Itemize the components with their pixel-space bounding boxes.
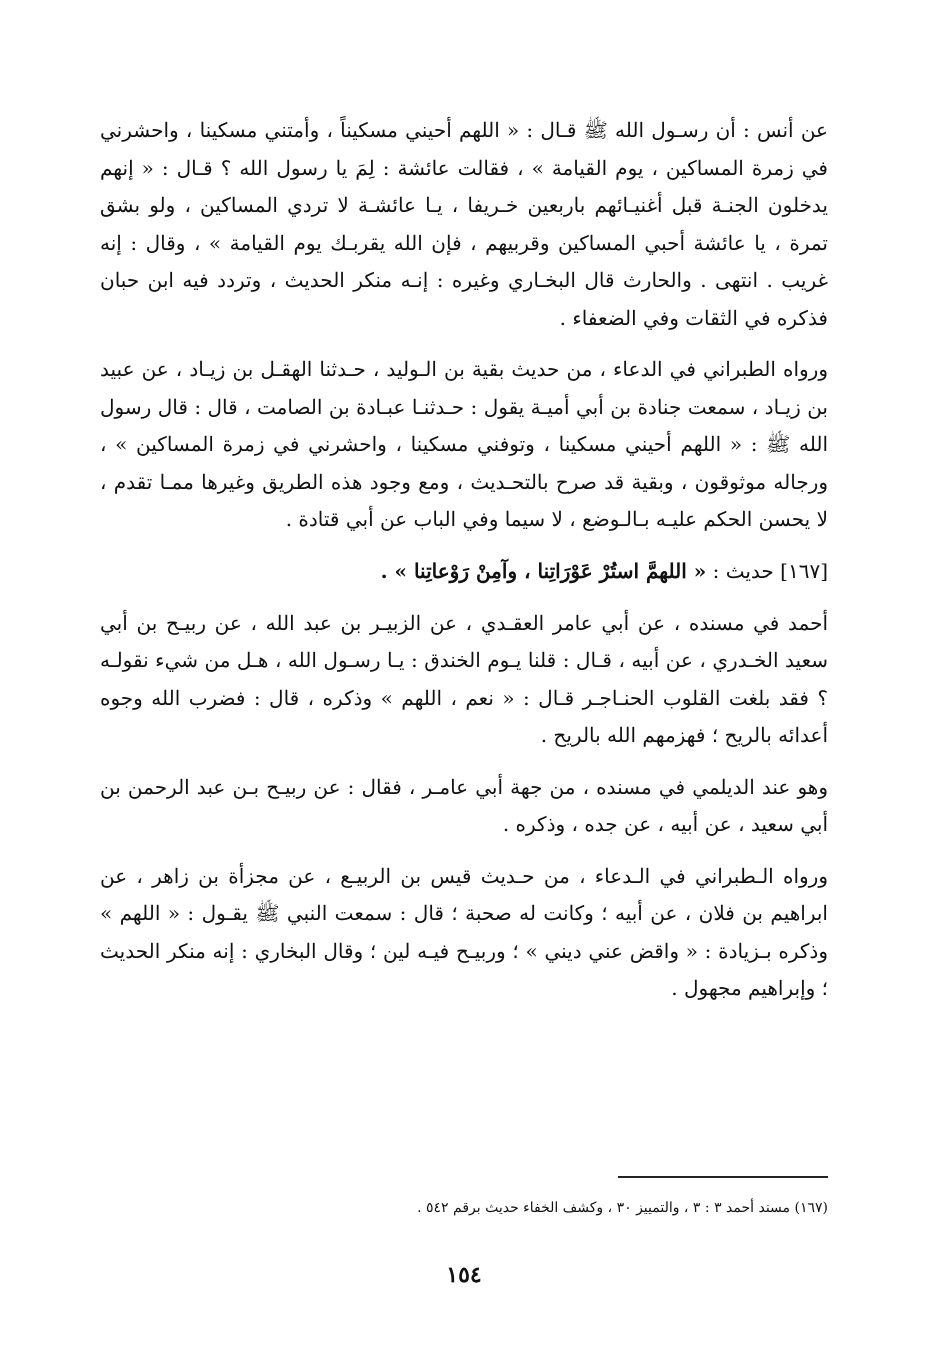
- hadith-text: « اللهمَّ استُرْ عَوْرَاتِنا ، وآمِنْ رَوْعاتِنا » .: [380, 558, 707, 583]
- paragraph-4: وهو عند الديلمي في مسنده ، من جهة أبي عامـر ، فقال : عن ربيـح بـن عبد الرحمن بن أبي سعيد ، عن أبيه ، عن جده ، وذكره .: [100, 774, 828, 836]
- paragraph-1: عن أنس : أن رسـول الله ﷺ قـال : « اللهم أحيني مسكيناً ، وأمتني مسكينا ، واحشرني في زمرة المساكين ، يوم القيامة » ، فقالت عائشة : لِمَ يا رسول الله ؟ قـال : « إنهم يدخلون الجنـة قبل أغنيـائهم باربعين خـريفا ، يـا عائشـة لا تردي المساكين ، ولو بشق تمرة ، يا عائشة أحبي المساكين وقربيهم ، فإن الله يقربـك يوم القيامة » ، وقال : إنه غريب . انتهى . والحارث قال البخـاري وغيره : إنـه منكر الحديث ، وتردد فيه ابن حبان فذكره في الثقات وفي الضعفاء .: [100, 118, 828, 330]
- paragraph-2: ورواه الطبراني في الدعاء ، من حديث بقية بن الـوليد ، حـدثنا الهقـل بن زيـاد ، عن عبيد بن زيـاد ، سمعت جنادة بن أبي أميـة يقول : حـدثنـا عبـادة بن الصامت ، قال : قال رسول الله ﷺ : « اللهم أحيني مسكينا ، وتوفني مسكينا ، واحشرني في زمرة المساكين » ، ورجاله موثوقون ، وبقية قد صرح بالتحـديث ، ومع وجود هذه الطريق وغيرها ممـا تقدم ، لا يحسن الحكم عليـه بـالـوضع ، لا سيما وفي الباب عن أبي قتادة .: [100, 357, 828, 531]
- paragraph-3: أحمد في مسنده ، عن أبي عامر العقـدي ، عن الزبيـر بن عبد الله ، عن ربيـح بن أبي سعيد الخـدري ، عن أبيه ، قـال : قلنا يـوم الخندق : يـا رسـول الله ، هـل من شيء نقولـه ؟ فقد بلغت القلوب الحنـاجـر قـال : « نعم ، اللهم » وذكره ، قال : فضرب الله وجوه أعدائه بالريح ؛ فهزمهم الله بالريح .: [100, 610, 828, 747]
- paragraph-5: ورواه الـطبراني في الـدعاء ، من حـديث قيس بن الربيـع ، عن مجزأة بن زاهر ، عن ابراهيم بن فلان ، عن أبيه ؛ وكانت له صحبة ؛ قال : سمعت النبي ﷺ يقـول : « اللهم » وذكره بـزيادة : « واقض عني ديني » ؛ وربيـح فيـه لين ؛ وقال البخاري : إنه منكر الحديث ؛ وإبراهيم مجهول .: [100, 863, 828, 1000]
- hadith-heading: [100, 551, 828, 591]
- book-page: [100, 112, 828, 1306]
- footnote-divider: [618, 1176, 828, 1178]
- footnote: (١٦٧) مسند أحمد ٣ : ٣ ، والتمييز ٣٠ ، وكشف الخفاء حديث برقم ٥٤٢ .: [417, 1200, 828, 1216]
- page-number: ١٥٤: [446, 1262, 482, 1288]
- hadith-number: [١٦٧]: [780, 558, 828, 583]
- hadith-label: حديث :: [712, 558, 774, 583]
